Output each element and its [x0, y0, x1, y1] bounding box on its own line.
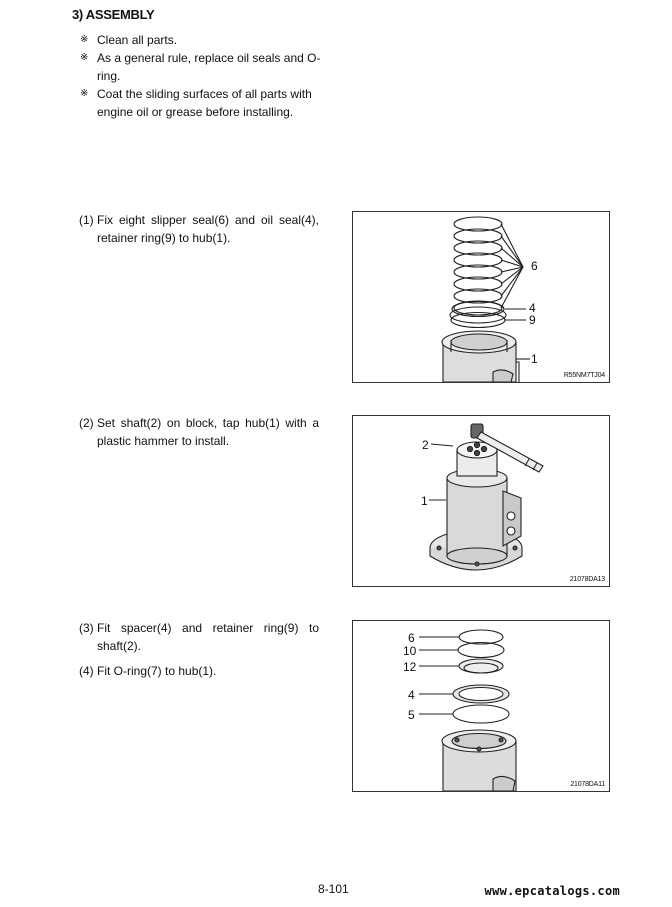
figure-hub-seals: [352, 211, 610, 383]
callout-5: 5: [408, 708, 415, 722]
figure-code: 21078DA11: [570, 781, 605, 788]
note-text: Coat the sliding surfaces of all parts with engine oil or grease before installing.: [97, 87, 312, 119]
step-1: [79, 211, 319, 247]
shaft-install-illustration: [353, 416, 609, 586]
callout-10: 10: [403, 644, 417, 658]
callout-1: 1: [421, 494, 428, 508]
figure-code: 21078DA13: [569, 576, 605, 583]
callout-4: 4: [529, 301, 536, 315]
note-replace-seals: [80, 49, 328, 85]
step-number: (2): [79, 416, 94, 430]
step-2: [79, 414, 319, 450]
note-clean: [80, 31, 330, 49]
note-text: As a general rule, replace oil seals and O-ring.: [97, 51, 321, 83]
note-mark-icon: ※: [80, 88, 89, 99]
step-text: Fix eight slipper seal(6) and oil seal(4), retainer ring(9) to hub(1).: [97, 213, 319, 245]
step-4: [79, 662, 319, 680]
note-mark-icon: ※: [80, 52, 89, 63]
watermark-text: www.epcatalogs.com: [484, 884, 620, 898]
step-text: Fit spacer(4) and retainer ring(9) to shaft(2).: [97, 621, 319, 653]
note-mark-icon: ※: [80, 34, 89, 45]
callout-6: 6: [408, 631, 415, 645]
hub-seals-illustration: [353, 212, 609, 382]
callout-1: 1: [531, 352, 538, 366]
step-number: (1): [79, 213, 94, 227]
callout-6: 6: [531, 259, 538, 273]
note-text: Clean all parts.: [97, 33, 178, 47]
callout-12: 12: [403, 660, 417, 674]
step-3: [79, 619, 319, 655]
callout-4: 4: [408, 688, 415, 702]
step-text: Fit O-ring(7) to hub(1).: [97, 664, 217, 678]
callout-2: 2: [422, 438, 429, 452]
figure-shaft-install: [352, 415, 610, 587]
figure-code: R55NM7TJ04: [563, 372, 605, 379]
step-text: Set shaft(2) on block, tap hub(1) with a plastic hammer to install.: [97, 416, 319, 448]
callout-9: 9: [529, 313, 536, 327]
note-coat-surfaces: [80, 85, 328, 121]
section-heading: 3) ASSEMBLY: [72, 7, 155, 22]
step-number: (4): [79, 664, 94, 678]
spacer-oring-illustration: [353, 621, 609, 791]
figure-spacer-oring: [352, 620, 610, 792]
page-number: 8-101: [318, 882, 349, 896]
step-number: (3): [79, 621, 94, 635]
